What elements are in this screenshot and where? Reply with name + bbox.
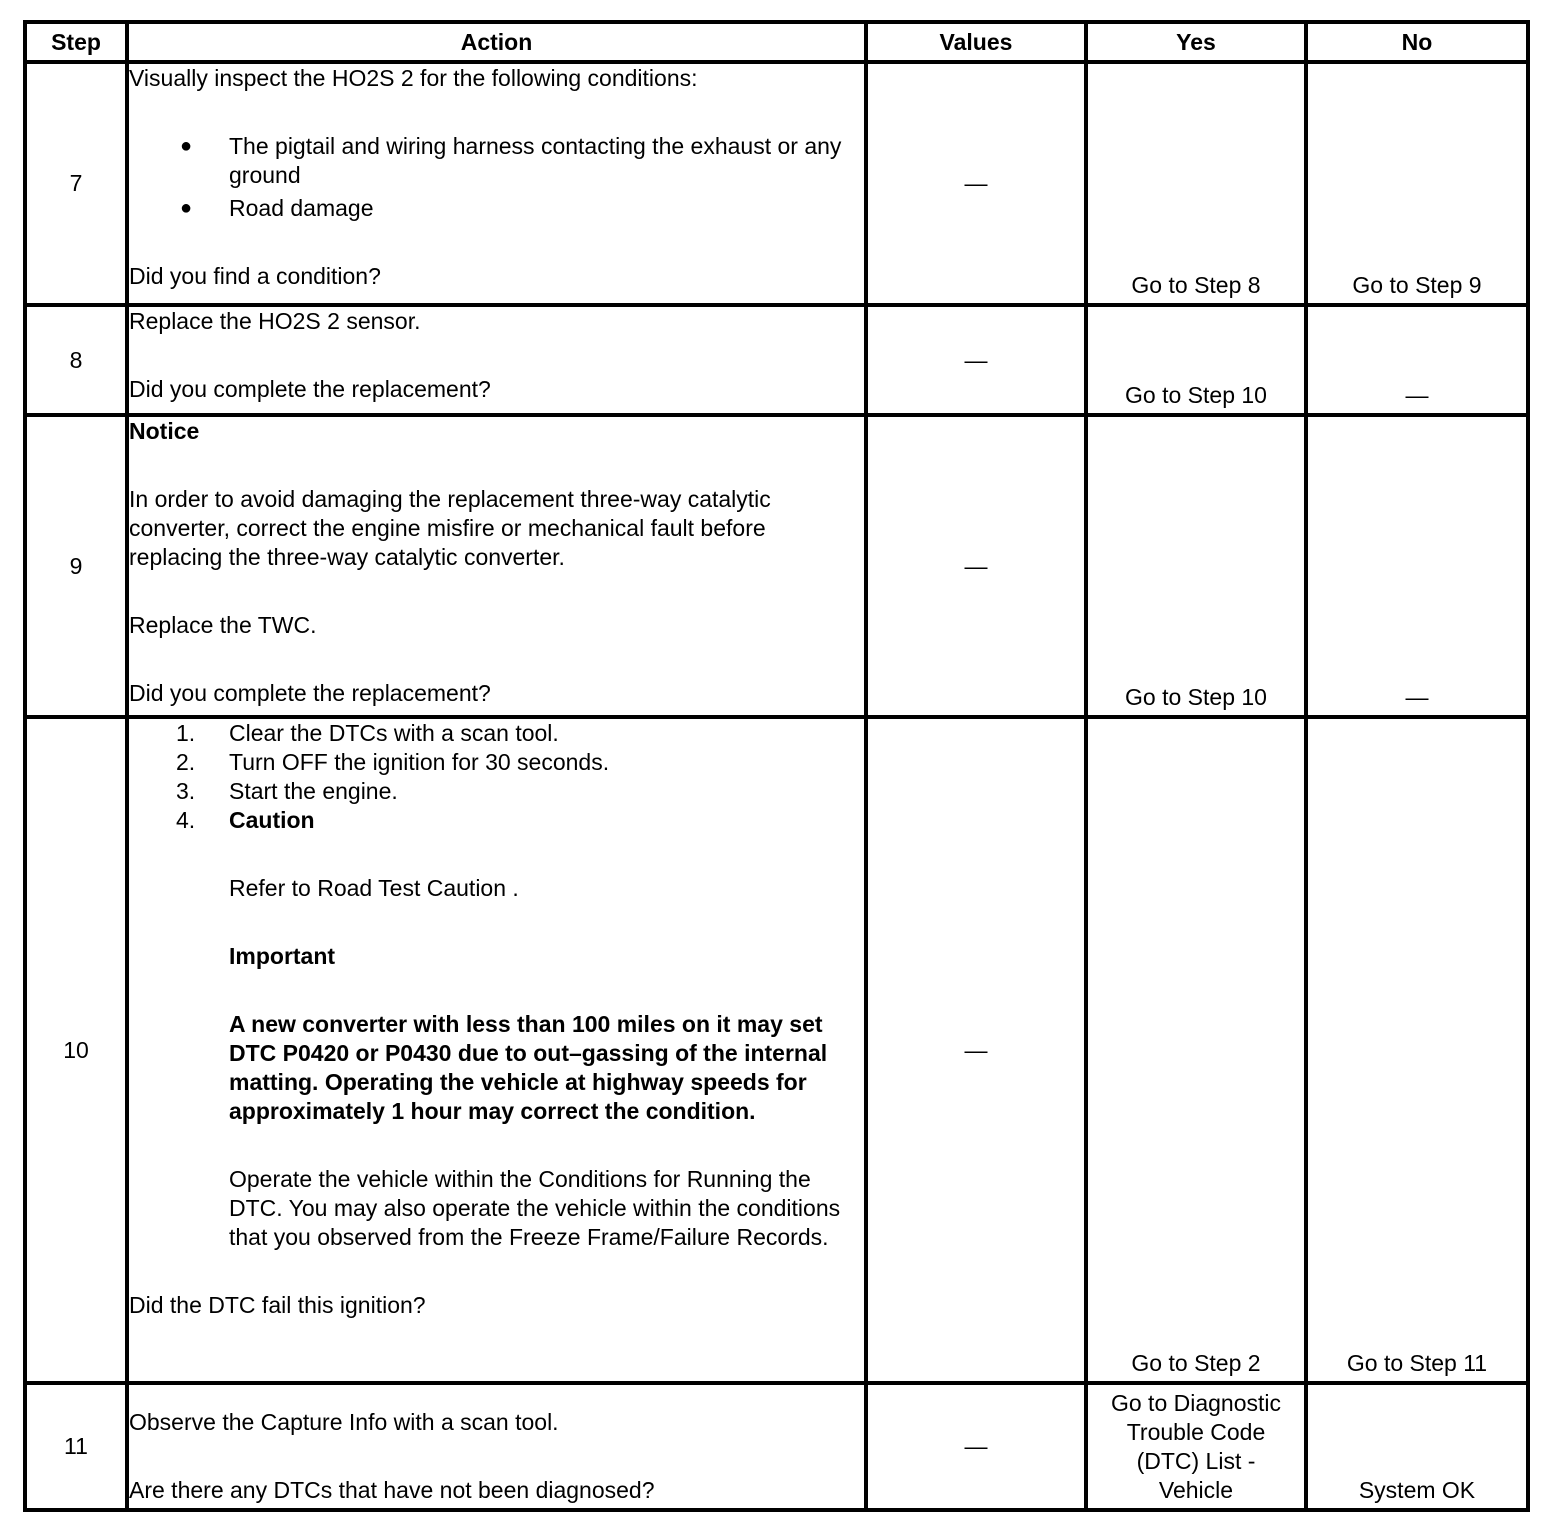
- action-intro: Replace the HO2S 2 sensor.: [129, 308, 421, 334]
- action-cell: [127, 1383, 866, 1510]
- bullet-icon: ●: [180, 135, 193, 157]
- header-values: Values: [866, 22, 1086, 62]
- header-step: Step: [25, 22, 127, 62]
- header-no: No: [1306, 22, 1528, 62]
- values-cell: —: [866, 717, 1086, 1383]
- notice-title: Notice: [129, 418, 200, 444]
- action-cell: [127, 62, 866, 305]
- no-value: —: [1405, 382, 1429, 408]
- action-question: Did you find a condition?: [129, 263, 381, 289]
- header-action: Action: [127, 22, 866, 62]
- yes-link[interactable]: Go to Step 10: [1125, 684, 1267, 710]
- step-number: 10: [25, 717, 127, 1383]
- header-row: [25, 22, 1528, 62]
- table-row: [25, 415, 1528, 717]
- list-item: ● The pigtail and wiring harness contacting the exhaust or any ground: [129, 132, 864, 190]
- list-item: ● Road damage: [129, 194, 864, 223]
- table-row: [25, 717, 1528, 1383]
- yes-link[interactable]: Go to Step 10: [1125, 382, 1267, 408]
- no-link[interactable]: Go to Step 9: [1352, 272, 1482, 298]
- caution-text[interactable]: Refer to Road Test Caution .: [229, 875, 519, 901]
- step-number: 7: [25, 62, 127, 305]
- values-cell: —: [866, 415, 1086, 717]
- no-value: System OK: [1358, 1477, 1476, 1503]
- action-cell: [127, 415, 866, 717]
- yes-link[interactable]: Go to Step 2: [1131, 1350, 1261, 1376]
- yes-link[interactable]: Go to Step 8: [1131, 272, 1261, 298]
- operate-text: Operate the vehicle within the Conditions for Running the DTC. You may also operate the vehicle within the conditions that you observed from the Freeze Frame/Failure Records.: [229, 1166, 841, 1250]
- action-cell: [127, 717, 866, 1383]
- notice-text: In order to avoid damaging the replacement three-way catalytic converter, correct the engine misfire or mechanical fault before replacing the three-way catalytic converter.: [129, 486, 771, 570]
- step-number: 9: [25, 415, 127, 717]
- header-yes: Yes: [1086, 22, 1306, 62]
- important-title: Important: [229, 943, 336, 969]
- caution-title: Caution: [229, 807, 315, 833]
- no-value: —: [1405, 684, 1429, 710]
- no-cell: [1306, 305, 1528, 415]
- yes-cell: [1086, 1383, 1306, 1510]
- step-number: 8: [25, 305, 127, 415]
- yes-cell: [1086, 62, 1306, 305]
- yes-cell: [1086, 717, 1306, 1383]
- step-number: 11: [25, 1383, 127, 1510]
- values-cell: —: [866, 1383, 1086, 1510]
- action-instruction: Replace the TWC.: [129, 612, 317, 638]
- action-intro: Visually inspect the HO2S 2 for the following conditions:: [129, 65, 698, 91]
- values-cell: —: [866, 305, 1086, 415]
- action-cell: [127, 305, 866, 415]
- no-link[interactable]: Go to Step 11: [1346, 1350, 1488, 1376]
- action-question: Did you complete the replacement?: [129, 376, 491, 402]
- table-row: [25, 305, 1528, 415]
- table-row: [25, 1383, 1528, 1510]
- no-cell: [1306, 717, 1528, 1383]
- no-cell: [1306, 62, 1528, 305]
- values-cell: —: [866, 62, 1086, 305]
- table-row: [25, 62, 1528, 305]
- list-item: 3. Start the engine.: [176, 778, 398, 804]
- no-cell: [1306, 415, 1528, 717]
- yes-cell: [1086, 305, 1306, 415]
- bullet-icon: ●: [180, 197, 193, 219]
- action-question: Did you complete the replacement?: [129, 680, 491, 706]
- yes-link[interactable]: Go to Diagnostic Trouble Code (DTC) List - Vehicle: [1110, 1390, 1282, 1503]
- action-intro: Observe the Capture Info with a scan tool.: [129, 1409, 559, 1435]
- action-question: Did the DTC fail this ignition?: [129, 1292, 426, 1318]
- list-item: 1. Clear the DTCs with a scan tool.: [176, 720, 559, 746]
- important-text: A new converter with less than 100 miles on it may set DTC P0420 or P0430 due to out–gassing of the internal matting. Operating the vehicle at highway speeds for approximately 1 hour may correct the condition.: [229, 1011, 828, 1124]
- action-question: Are there any DTCs that have not been diagnosed?: [129, 1477, 655, 1503]
- list-item: 2. Turn OFF the ignition for 30 seconds.: [176, 749, 610, 775]
- no-cell: [1306, 1383, 1528, 1510]
- diagnostic-table: [23, 20, 1530, 1512]
- list-item: 4. Caution: [129, 806, 864, 835]
- yes-cell: [1086, 415, 1306, 717]
